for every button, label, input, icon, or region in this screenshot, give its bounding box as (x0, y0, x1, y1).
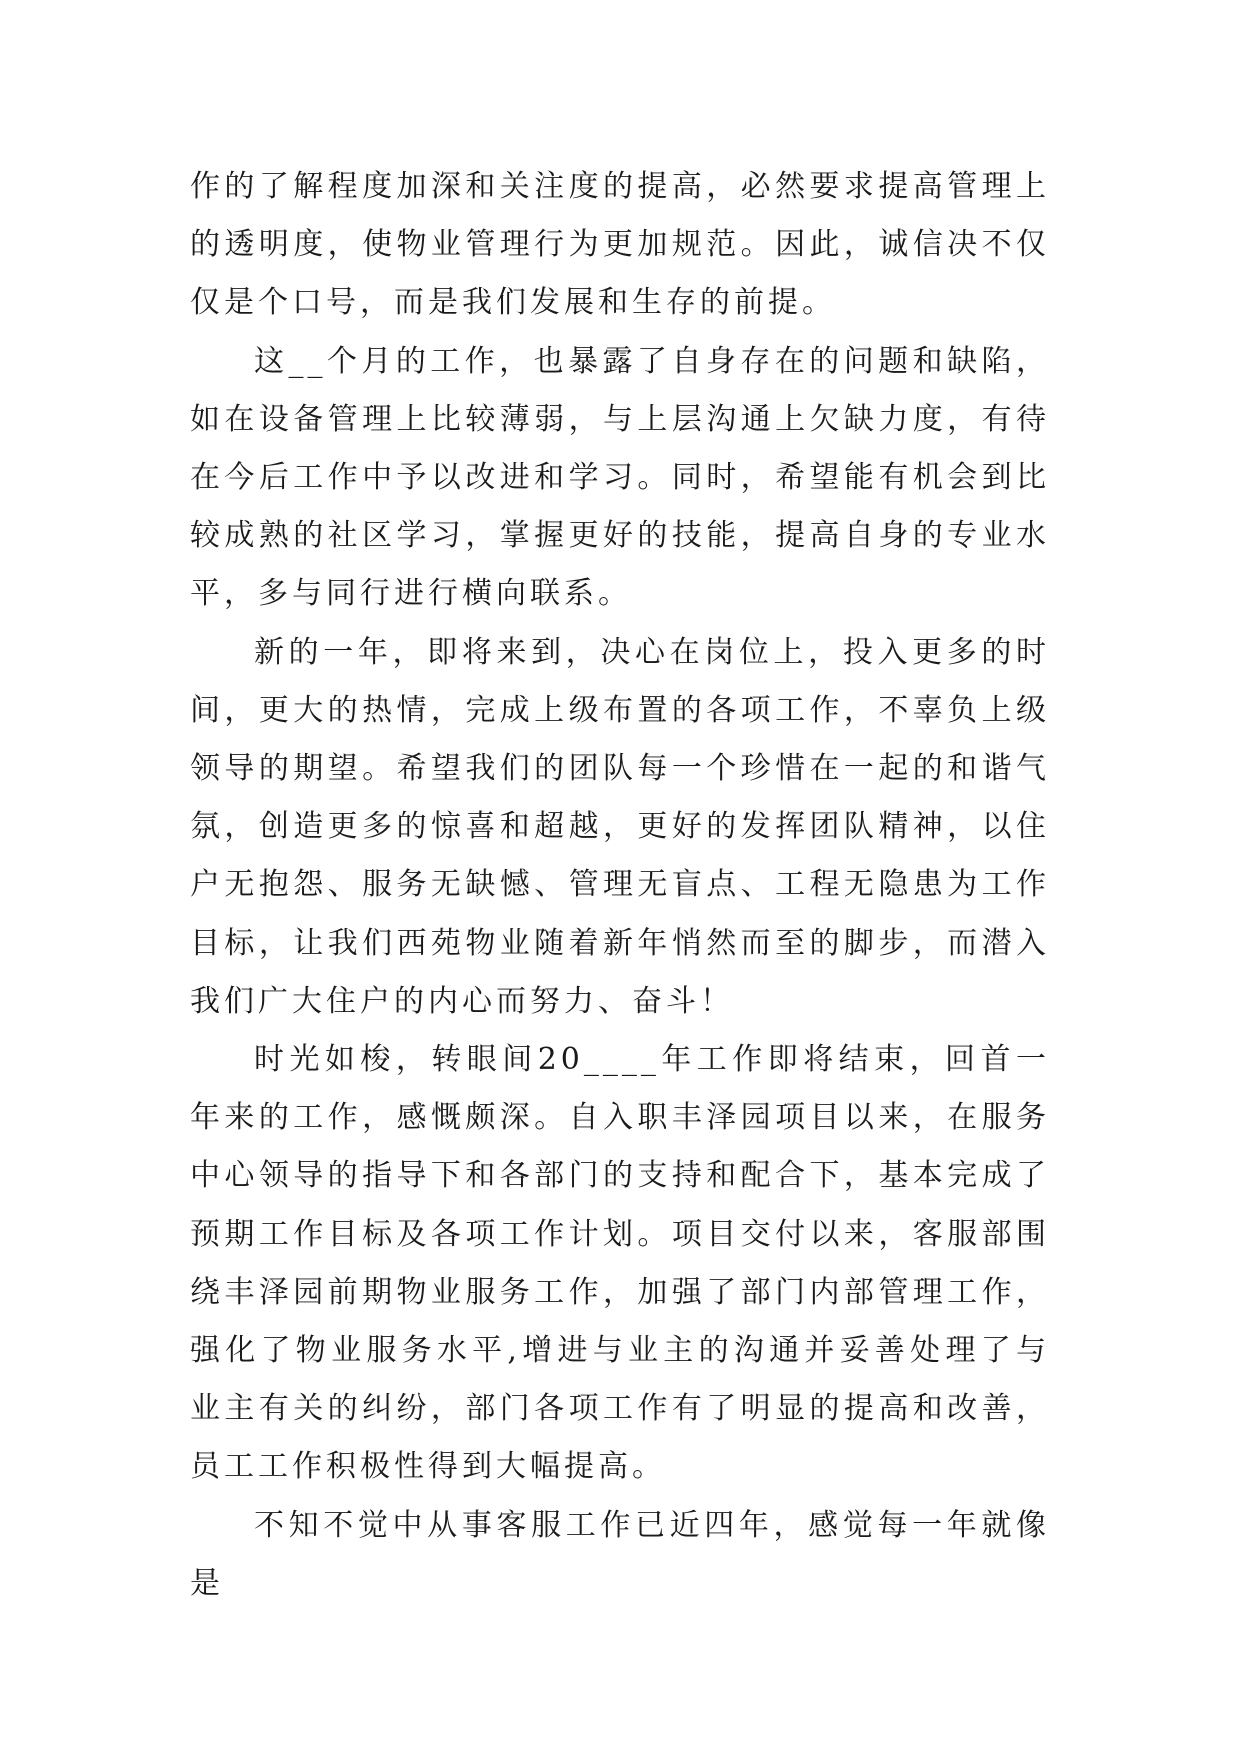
paragraph-4: 时光如梭，转眼间20____年工作即将结束，回首一年来的工作，感慨颇深。自入职丰泽园项目以来，在服务中心领导的指导下和各部门的支持和配合下，基本完成了预期工作目标及各项工作计划。项目交付以来，客服部围绕丰泽园前期物业服务工作，加强了部门内部管理工作，强化了物业服务水平,增进与业主的沟通并妥善处理了与业主有关的纠纷，部门各项工作有了明显的提高和改善，员工工作积极性得到大幅提高。 (190, 1042, 1050, 1485)
paragraph-3: 新的一年，即将来到，决心在岗位上，投入更多的时间，更大的热情，完成上级布置的各项工作，不辜负上级领导的期望。希望我们的团队每一个珍惜在一起的和谐气氛，创造更多的惊喜和超越，更好的发挥团队精神，以住户无抱怨、服务无缺憾、管理无盲点、工程无隐患为工作目标，让我们西苑物业随着新年悄然而至的脚步，而潜入我们广大住户的内心而努力、奋斗！ (190, 634, 1050, 1019)
document-body (190, 158, 1050, 1613)
paragraph-2: 这__个月的工作，也暴露了自身存在的问题和缺陷，如在设备管理上比较薄弱，与上层沟通上欠缺力度，有待在今后工作中予以改进和学习。同时，希望能有机会到比较成熟的社区学习，掌握更好的技能，提高自身的专业水平，多与同行进行横向联系。 (190, 343, 1050, 612)
paragraph-5: 不知不觉中从事客服工作已近四年，感觉每一年就像是 (190, 1507, 1050, 1601)
paragraph-1: 作的了解程度加深和关注度的提高，必然要求提高管理上的透明度，使物业管理行为更加规范。因此，诚信决不仅仅是个口号，而是我们发展和生存的前提。 (190, 169, 1050, 321)
